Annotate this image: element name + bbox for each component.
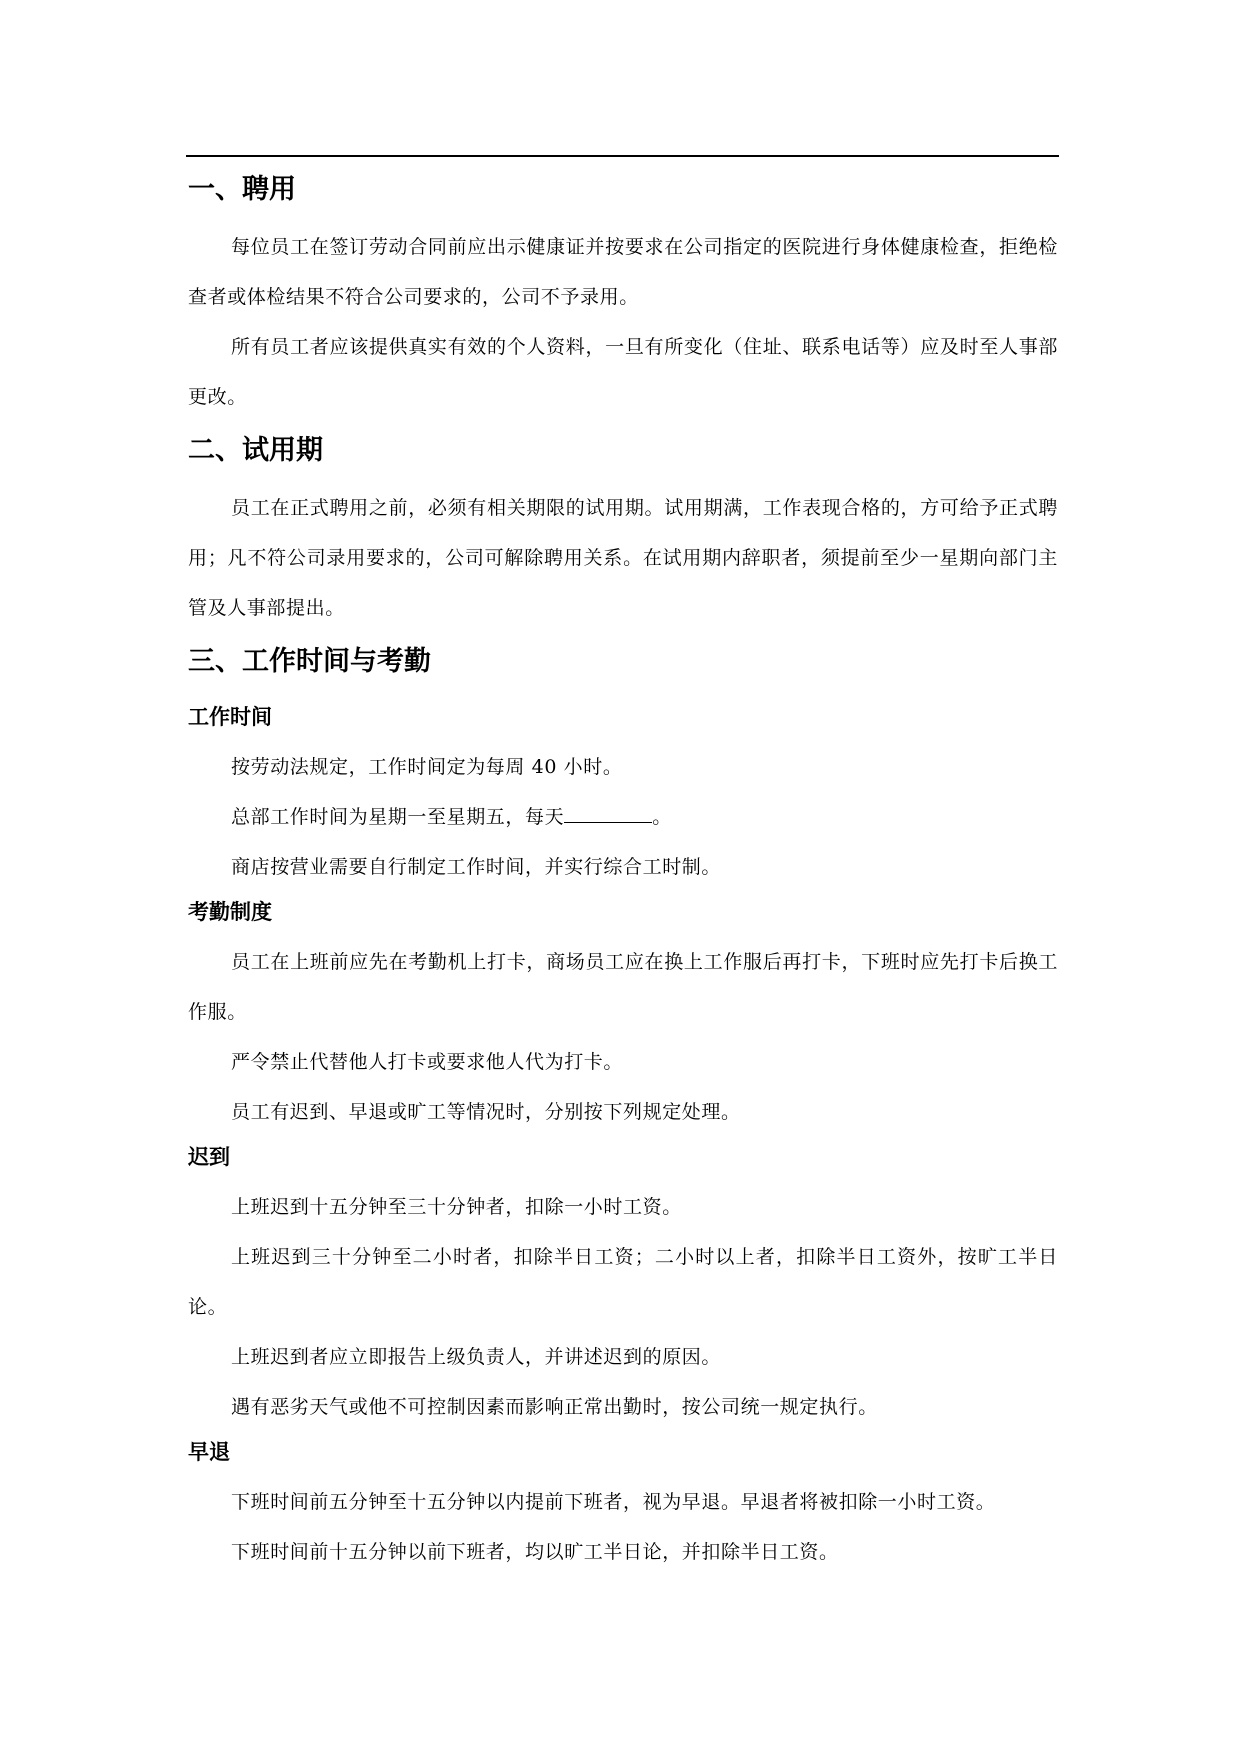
paragraph-late-report: 上班迟到者应立即报告上级负责人，并讲述迟到的原因。 [231,1346,722,1368]
paragraph-clock-in: 员工在上班前应先在考勤机上打卡，商场员工应在换上工作服后再打卡，下班时应先打卡后换工作服。 [188,951,1058,1023]
paragraph-personal-info: 所有员工者应该提供真实有效的个人资料，一旦有所变化（住址、联系电话等）应及时至人事部更改。 [188,336,1058,408]
section-heading-work-hours-attendance: 三、工作时间与考勤 [188,646,431,677]
subsection-heading-late: 迟到 [188,1145,230,1169]
paragraph-hq-hours [188,792,1058,842]
hq-hours-text: 总部工作时间为星期一至星期五，每天 [231,806,565,828]
subsection-heading-early-leave: 早退 [188,1440,230,1464]
section-heading-hiring: 一、聘用 [188,174,296,205]
section-heading-probation: 二、试用期 [188,435,323,466]
blank-fill-line [564,804,652,823]
paragraph-early-5-15: 下班时间前五分钟至十五分钟以内提前下班者，视为早退。早退者将被扣除一小时工资。 [231,1491,996,1513]
paragraph-handling-rules: 员工有迟到、早退或旷工等情况时，分别按下列规定处理。 [231,1101,741,1123]
paragraph-late-30-120: 上班迟到三十分钟至二小时者，扣除半日工资；二小时以上者，扣除半日工资外，按旷工半日论。 [188,1246,1058,1318]
hq-hours-period: 。 [652,806,672,828]
header-rule [186,155,1059,157]
paragraph-probation: 员工在正式聘用之前，必须有相关期限的试用期。试用期满，工作表现合格的，方可给予正式聘用；凡不符公司录用要求的，公司可解除聘用关系。在试用期内辞职者，须提前至少一星期向部门主管及人事部提出。 [188,497,1058,619]
subsection-heading-work-hours: 工作时间 [188,705,272,729]
paragraph-health-check: 每位员工在签订劳动合同前应出示健康证并按要求在公司指定的医院进行身体健康检查，拒绝检查者或体检结果不符合公司要求的，公司不予录用。 [188,236,1058,308]
paragraph-early-over-15: 下班时间前十五分钟以前下班者，均以旷工半日论，并扣除半日工资。 [231,1541,839,1563]
paragraph-store-hours: 商店按营业需要自行制定工作时间，并实行综合工时制。 [231,856,722,878]
paragraph-late-weather: 遇有恶劣天气或他不可控制因素而影响正常出勤时，按公司统一规定执行。 [231,1396,878,1418]
paragraph-late-15-30: 上班迟到十五分钟至三十分钟者，扣除一小时工资。 [231,1196,682,1218]
paragraph-weekly-hours: 按劳动法规定，工作时间定为每周 40 小时。 [231,756,623,778]
paragraph-no-proxy-clock: 严令禁止代替他人打卡或要求他人代为打卡。 [231,1051,624,1073]
subsection-heading-attendance: 考勤制度 [188,900,272,924]
